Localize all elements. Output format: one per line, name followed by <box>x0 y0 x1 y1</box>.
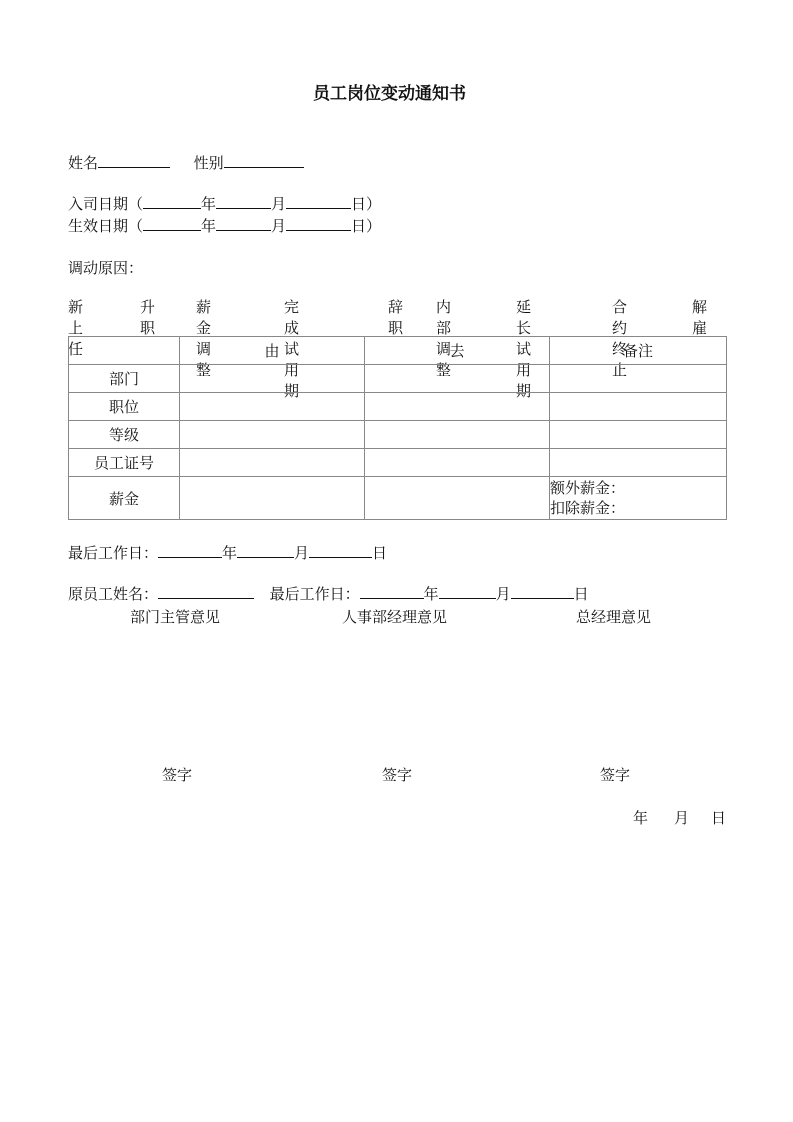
table-row <box>69 393 727 421</box>
last-work-day-line <box>68 542 387 563</box>
join-month-unit: 月 <box>271 195 287 213</box>
last-work-month-unit: 月 <box>294 544 310 562</box>
original-employee-line <box>68 583 589 604</box>
last-work-year-field[interactable] <box>158 543 222 558</box>
original-day-unit: 日 <box>573 585 589 603</box>
original-year-field[interactable] <box>360 584 424 599</box>
table-header-row <box>69 337 727 365</box>
from-cell[interactable] <box>180 393 365 421</box>
signature-label: 签字 <box>382 766 413 784</box>
last-work-day-unit: 日 <box>372 544 388 562</box>
to-cell[interactable] <box>365 365 550 393</box>
join-year-unit: 年 <box>201 195 217 213</box>
table-row <box>69 477 727 520</box>
table-header-cell <box>69 337 180 365</box>
gender-label: 性别 <box>193 154 224 172</box>
join-year-field[interactable] <box>143 194 201 209</box>
effective-day-field[interactable] <box>286 216 351 231</box>
footer-month: 月 <box>674 809 690 827</box>
row-label: 等级 <box>69 421 180 449</box>
hr-manager-opinion: 人事部经理意见 <box>342 608 448 626</box>
effective-month-unit: 月 <box>271 217 287 235</box>
reason-option[interactable]: 解雇 <box>692 298 708 337</box>
join-day-unit: 日） <box>351 195 382 213</box>
row-label: 职位 <box>69 393 180 421</box>
to-cell[interactable] <box>365 449 550 477</box>
reason-option[interactable]: 辞职 <box>388 298 404 337</box>
join-date-line <box>68 193 381 214</box>
join-day-field[interactable] <box>286 194 351 209</box>
table-header-cell: 由 <box>180 337 365 365</box>
name-gender-line <box>68 152 304 173</box>
last-work-day-field[interactable] <box>309 543 372 558</box>
last-work-month-field[interactable] <box>237 543 294 558</box>
signature-label: 签字 <box>162 766 193 784</box>
original-name-label: 原员工姓名： <box>68 585 159 603</box>
effective-year-unit: 年 <box>201 217 217 235</box>
reason-option[interactable]: 延长试用期 <box>516 298 532 400</box>
original-day-field[interactable] <box>511 584 574 599</box>
to-cell[interactable] <box>365 477 550 520</box>
table-header-cell: 去 <box>365 337 550 365</box>
reason-option[interactable]: 内部调整 <box>436 298 452 379</box>
reason-label: 调动原因： <box>68 259 144 277</box>
deduct-salary-label: 扣除薪金： <box>550 499 626 517</box>
name-label: 姓名 <box>68 154 99 172</box>
last-work-year-unit: 年 <box>222 544 238 562</box>
from-cell[interactable] <box>180 449 365 477</box>
dept-manager-opinion: 部门主管意见 <box>130 608 221 626</box>
effective-year-field[interactable] <box>143 216 201 231</box>
remark-cell[interactable] <box>550 449 727 477</box>
row-label: 部门 <box>69 365 180 393</box>
from-cell[interactable] <box>180 365 365 393</box>
row-label: 员工证号 <box>69 449 180 477</box>
table-row <box>69 365 727 393</box>
signature-label: 签字 <box>600 766 631 784</box>
to-cell[interactable] <box>365 393 550 421</box>
reason-option[interactable]: 完成试用期 <box>284 298 300 400</box>
table-row <box>69 449 727 477</box>
salary-remark-cell[interactable] <box>550 477 727 520</box>
join-date-label: 入司日期（ <box>68 195 144 213</box>
effective-date-label: 生效日期（ <box>68 217 144 235</box>
original-name-field[interactable] <box>158 584 254 599</box>
remark-cell[interactable] <box>550 365 727 393</box>
reason-option[interactable]: 合约终止 <box>612 298 628 379</box>
from-cell[interactable] <box>180 421 365 449</box>
reason-option[interactable]: 新上任 <box>68 298 84 358</box>
original-month-unit: 月 <box>495 585 511 603</box>
reason-option[interactable]: 升职 <box>140 298 156 337</box>
footer-day: 日 <box>711 809 727 827</box>
general-manager-opinion: 总经理意见 <box>576 608 652 626</box>
row-label: 薪金 <box>69 477 180 520</box>
to-cell[interactable] <box>365 421 550 449</box>
last-work-day-label: 最后工作日： <box>68 544 159 562</box>
gender-field[interactable] <box>224 153 304 168</box>
remark-cell[interactable] <box>550 393 727 421</box>
effective-month-field[interactable] <box>216 216 271 231</box>
page-title: 员工岗位变动通知书 <box>313 84 466 104</box>
reason-option[interactable]: 薪金调整 <box>196 298 212 379</box>
remark-cell[interactable] <box>550 421 727 449</box>
footer-year: 年 <box>633 809 649 827</box>
join-month-field[interactable] <box>216 194 271 209</box>
effective-day-unit: 日） <box>351 217 382 235</box>
effective-date-line <box>68 215 381 236</box>
from-cell[interactable] <box>180 477 365 520</box>
original-year-unit: 年 <box>423 585 439 603</box>
table-row <box>69 421 727 449</box>
name-field[interactable] <box>98 153 170 168</box>
original-month-field[interactable] <box>439 584 496 599</box>
extra-salary-label: 额外薪金： <box>550 479 626 497</box>
transfer-table <box>68 336 727 520</box>
table-header-cell: 备注 <box>550 337 727 365</box>
original-last-work-label: 最后工作日： <box>269 585 360 603</box>
